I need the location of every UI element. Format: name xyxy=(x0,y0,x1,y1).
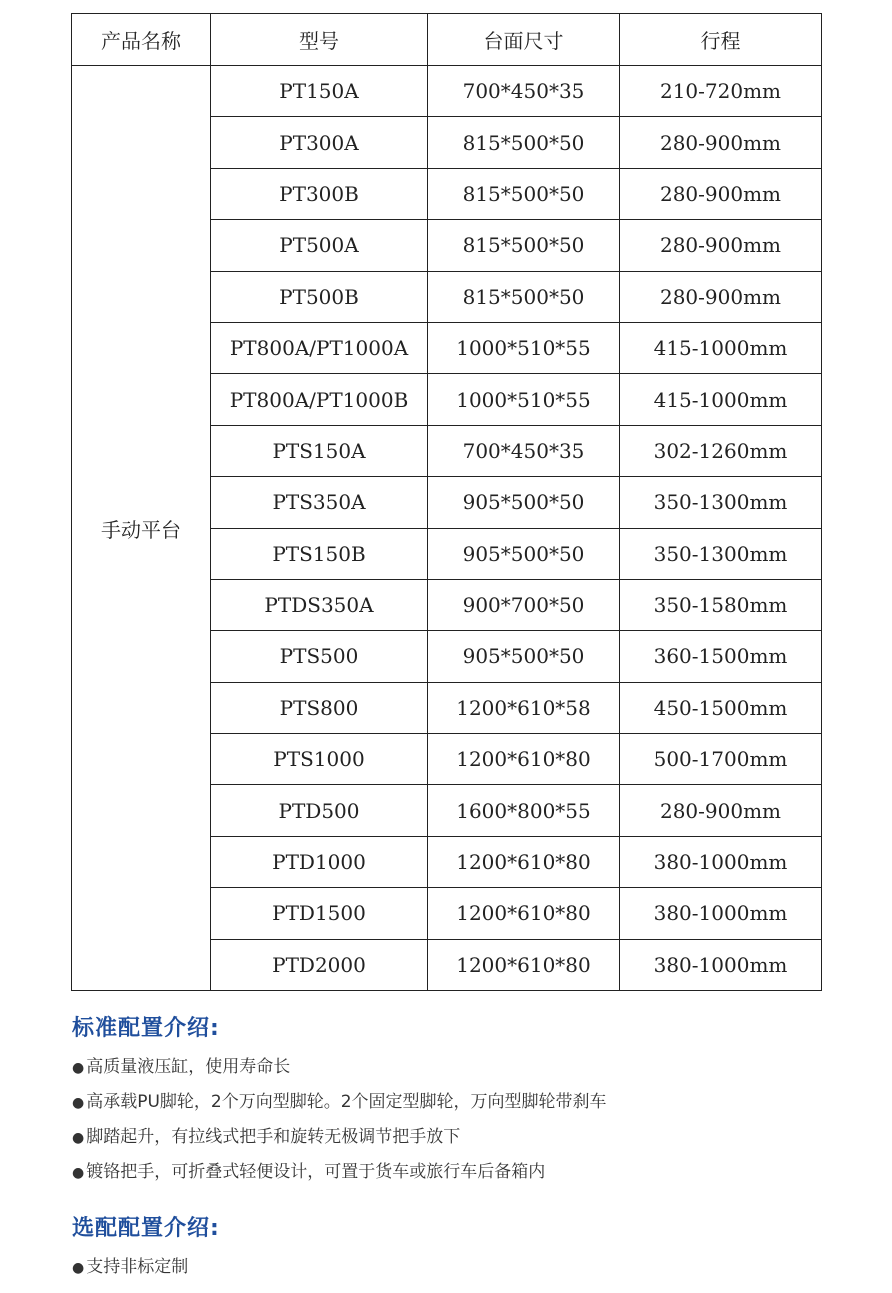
header-model: 型号 xyxy=(211,14,428,66)
size-cell: 1600*800*55 xyxy=(428,785,620,836)
stroke-cell: 380-1000mm xyxy=(620,939,822,990)
bullet-icon: ● xyxy=(72,1260,85,1276)
model-cell: PTS150B xyxy=(211,528,428,579)
stroke-cell: 302-1260mm xyxy=(620,425,822,476)
list-item-text: 高质量液压缸，使用寿命长 xyxy=(86,1057,291,1077)
list-item xyxy=(72,1050,607,1085)
header-stroke: 行程 xyxy=(620,14,822,66)
list-item-text: 高承载PU脚轮，2个万向型脚轮。2个固定型脚轮，万向型脚轮带刹车 xyxy=(86,1092,607,1112)
header-product-name: 产品名称 xyxy=(72,14,211,66)
stroke-cell: 415-1000mm xyxy=(620,374,822,425)
size-cell: 905*500*50 xyxy=(428,477,620,528)
model-cell: PTS350A xyxy=(211,477,428,528)
category-cell: 手动平台 xyxy=(72,66,211,991)
bullet-icon: ● xyxy=(72,1095,85,1111)
model-cell: PT300B xyxy=(211,168,428,219)
model-cell: PTD1500 xyxy=(211,888,428,939)
table-header-row xyxy=(72,14,822,66)
stroke-cell: 280-900mm xyxy=(620,271,822,322)
model-cell: PTDS350A xyxy=(211,579,428,630)
list-item xyxy=(72,1120,607,1155)
stroke-cell: 450-1500mm xyxy=(620,682,822,733)
size-cell: 700*450*35 xyxy=(428,66,620,117)
bullet-icon: ● xyxy=(72,1060,85,1076)
stroke-cell: 350-1580mm xyxy=(620,579,822,630)
stroke-cell: 360-1500mm xyxy=(620,631,822,682)
model-cell: PT500B xyxy=(211,271,428,322)
size-cell: 1200*610*80 xyxy=(428,888,620,939)
model-cell: PTD500 xyxy=(211,785,428,836)
header-table-size: 台面尺寸 xyxy=(428,14,620,66)
model-cell: PT300A xyxy=(211,117,428,168)
table-row xyxy=(72,66,822,117)
stroke-cell: 500-1700mm xyxy=(620,734,822,785)
stroke-cell: 415-1000mm xyxy=(620,322,822,373)
bullet-icon: ● xyxy=(72,1130,85,1146)
standard-config-list xyxy=(72,1050,607,1190)
model-cell: PT500A xyxy=(211,220,428,271)
size-cell: 815*500*50 xyxy=(428,220,620,271)
stroke-cell: 350-1300mm xyxy=(620,528,822,579)
stroke-cell: 280-900mm xyxy=(620,785,822,836)
size-cell: 815*500*50 xyxy=(428,117,620,168)
size-cell: 1200*610*58 xyxy=(428,682,620,733)
list-item-text: 镀铬把手，可折叠式轻便设计，可置于货车或旅行车后备箱内 xyxy=(86,1162,546,1182)
table-body xyxy=(72,66,822,991)
size-cell: 815*500*50 xyxy=(428,168,620,219)
list-item-text: 脚踏起升，有拉线式把手和旋转无极调节把手放下 xyxy=(86,1127,461,1147)
size-cell: 1200*610*80 xyxy=(428,734,620,785)
optional-config-list xyxy=(72,1250,188,1285)
size-cell: 1000*510*55 xyxy=(428,322,620,373)
list-item xyxy=(72,1250,188,1285)
size-cell: 900*700*50 xyxy=(428,579,620,630)
model-cell: PT150A xyxy=(211,66,428,117)
size-cell: 815*500*50 xyxy=(428,271,620,322)
stroke-cell: 380-1000mm xyxy=(620,888,822,939)
stroke-cell: 380-1000mm xyxy=(620,836,822,887)
model-cell: PTS1000 xyxy=(211,734,428,785)
model-cell: PT800A/PT1000A xyxy=(211,322,428,373)
list-item xyxy=(72,1155,607,1190)
standard-config-title: 标准配置介绍: xyxy=(72,1016,220,1041)
list-item xyxy=(72,1085,607,1120)
size-cell: 700*450*35 xyxy=(428,425,620,476)
optional-config-title: 选配配置介绍: xyxy=(72,1216,220,1241)
model-cell: PTS500 xyxy=(211,631,428,682)
model-cell: PTD2000 xyxy=(211,939,428,990)
bullet-icon: ● xyxy=(72,1165,85,1181)
size-cell: 905*500*50 xyxy=(428,631,620,682)
spec-table xyxy=(71,13,822,991)
model-cell: PT800A/PT1000B xyxy=(211,374,428,425)
size-cell: 1000*510*55 xyxy=(428,374,620,425)
stroke-cell: 280-900mm xyxy=(620,168,822,219)
model-cell: PTS150A xyxy=(211,425,428,476)
size-cell: 1200*610*80 xyxy=(428,939,620,990)
model-cell: PTS800 xyxy=(211,682,428,733)
model-cell: PTD1000 xyxy=(211,836,428,887)
stroke-cell: 280-900mm xyxy=(620,117,822,168)
size-cell: 905*500*50 xyxy=(428,528,620,579)
size-cell: 1200*610*80 xyxy=(428,836,620,887)
stroke-cell: 280-900mm xyxy=(620,220,822,271)
stroke-cell: 210-720mm xyxy=(620,66,822,117)
stroke-cell: 350-1300mm xyxy=(620,477,822,528)
list-item-text: 支持非标定制 xyxy=(86,1257,189,1277)
